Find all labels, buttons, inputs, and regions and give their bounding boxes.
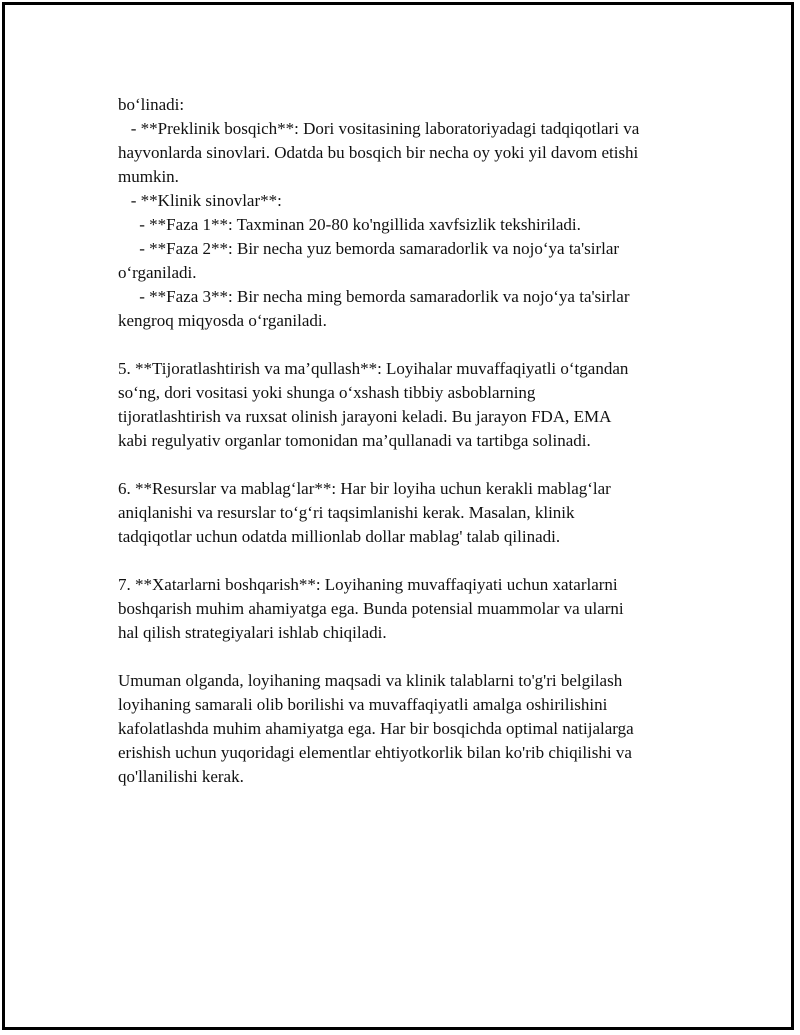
paragraph-break [118,645,718,669]
text-line: erishish uchun yuqoridagi elementlar ehtiyotkorlik bilan ko'rib chiqilishi va [118,743,632,762]
text-line: 6. **Resurslar va mablag‘lar**: Har bir loyiha uchun kerakli mablag‘lar [118,479,611,498]
text-line: qo'llanilishi kerak. [118,767,244,786]
text-line: hayvonlarda sinovlari. Odatda bu bosqich bir necha oy yoki yil davom etishi [118,143,639,162]
text-line: kabi regulyativ organlar tomonidan ma’qullanadi va tartibga solinadi. [118,431,591,450]
text-line: - **Faza 2**: Bir necha yuz bemorda samaradorlik va nojo‘ya ta'sirlar [118,239,620,258]
text-line: loyihaning samarali olib borilishi va muvaffaqiyatli amalga oshirilishini [118,695,608,714]
text-line: tadqiqotlar uchun odatda millionlab dollar mablag' talab qilinadi. [118,527,561,546]
text-line: o‘rganiladi. [118,263,197,282]
text-line: kengroq miqyosda o‘rganiladi. [118,311,327,330]
text-line: Umuman olganda, loyihaning maqsadi va klinik talablarni to'g'ri belgilash [118,671,623,690]
paragraph-break [118,333,718,357]
text-line: boshqarish muhim ahamiyatga ega. Bunda potensial muammolar va ularni [118,599,624,618]
text-line: so‘ng, dori vositasi yoki shunga o‘xshash tibbiy asboblarning [118,383,536,402]
text-line: - **Klinik sinovlar**: [118,191,282,210]
text-line: aniqlanishi va resurslar to‘g‘ri taqsimlanishi kerak. Masalan, klinik [118,503,575,522]
document-body [118,93,718,789]
text-line: 5. **Tijoratlashtirish va ma’qullash**: Loyihalar muvaffaqiyatli o‘tgandan [118,359,629,378]
text-line: bo‘linadi: [118,95,185,114]
text-line: hal qilish strategiyalari ishlab chiqiladi. [118,623,387,642]
text-line: - **Faza 3**: Bir necha ming bemorda samaradorlik va nojo‘ya ta'sirlar [118,287,630,306]
text-line: kafolatlashda muhim ahamiyatga ega. Har bir bosqichda optimal natijalarga [118,719,634,738]
paragraph-break [118,549,718,573]
text-line: 7. **Xatarlarni boshqarish**: Loyihaning muvaffaqiyati uchun xatarlarni [118,575,618,594]
text-line: mumkin. [118,167,179,186]
text-line: - **Preklinik bosqich**: Dori vositasining laboratoriyadagi tadqiqotlari va [118,119,640,138]
paragraph-break [118,453,718,477]
text-line: - **Faza 1**: Taxminan 20-80 ko'ngillida xavfsizlik tekshiriladi. [118,215,581,234]
text-line: tijoratlashtirish va ruxsat olinish jarayoni keladi. Bu jarayon FDA, EMA [118,407,612,426]
